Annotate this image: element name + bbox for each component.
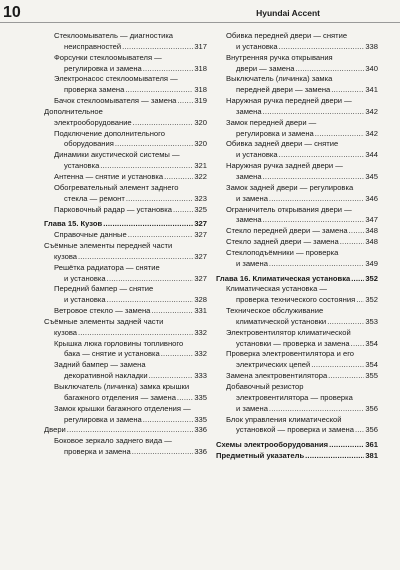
dot-leader: [295, 64, 364, 75]
toc-entry-text: Замок передней двери —: [226, 117, 317, 127]
toc-entry-text: Съёмные элементы задней части: [44, 316, 164, 326]
dot-leader: [327, 317, 364, 328]
toc-entry-text: передней двери — замена: [236, 85, 331, 95]
toc-entry-text: кузова: [54, 251, 77, 261]
dot-leader: [329, 440, 364, 451]
toc-entry: [216, 284, 378, 306]
toc-entry: [44, 205, 207, 216]
toc-page-number: 323: [194, 193, 207, 203]
toc-entry-text: Двери: [44, 425, 66, 435]
toc-entry: [44, 150, 207, 172]
toc-page-number: 344: [365, 150, 378, 160]
toc-entry-text: замена: [236, 171, 262, 181]
dot-leader: [151, 306, 193, 317]
toc-entry-text: и замена: [236, 403, 268, 413]
toc-entry-text: Обивка задней двери — снятие: [226, 139, 339, 149]
dot-leader: [143, 64, 194, 75]
toc-page-number: 356: [365, 403, 378, 413]
toc-page-number: 327: [194, 219, 207, 229]
toc-entry-text: Съёмные элементы передней части: [44, 241, 173, 251]
toc-entry-text: бака — снятие и установка: [64, 349, 160, 359]
toc-section-entry: [44, 317, 207, 339]
toc-entry-text: электрооборудование: [54, 117, 132, 127]
toc-entry: [216, 96, 378, 118]
toc-page-number: 336: [194, 447, 207, 457]
toc-page-number: 348: [365, 237, 378, 247]
page-number: 10: [3, 4, 21, 21]
toc-entry-text: Предметный указатель: [216, 451, 305, 461]
toc-page-number: 325: [194, 204, 207, 214]
toc-entry: [216, 328, 378, 350]
dot-leader: [161, 349, 194, 360]
dot-leader: [126, 194, 193, 205]
toc-entry-text: кузова: [54, 327, 77, 337]
toc-page-number: 318: [194, 63, 207, 73]
toc-page-number: 317: [194, 41, 207, 51]
dot-leader: [78, 328, 193, 339]
toc-chapter-entry: [44, 219, 207, 230]
toc-entry-text: замена: [236, 215, 262, 225]
dot-leader: [107, 295, 194, 306]
toc-entry: [44, 31, 207, 53]
dot-leader: [269, 259, 364, 270]
toc-page-number: 348: [365, 226, 378, 236]
dot-leader: [107, 274, 194, 285]
toc-right-column: [216, 31, 378, 462]
toc-entry-text: Задний бампер — замена: [54, 360, 146, 370]
toc-entry: [216, 248, 378, 270]
toc-entry: [216, 74, 378, 96]
toc-entry: [44, 172, 207, 183]
toc-section-entry: [44, 241, 207, 263]
toc-entry-text: Глава 16. Климатическая установка: [216, 273, 351, 283]
toc-page-number: 320: [194, 139, 207, 149]
toc-entry-text: Боковое зеркало заднего вида —: [54, 436, 172, 446]
toc-entry: [44, 360, 207, 382]
toc-chapter-entry: [216, 440, 378, 451]
toc-page-number: 349: [365, 258, 378, 268]
toc-entry-text: Стекло передней двери — замена: [226, 226, 348, 236]
toc-entry: [216, 183, 378, 205]
toc-entry-text: проверка и замена: [64, 447, 131, 457]
toc-entry: [44, 284, 207, 306]
toc-page-number: 332: [194, 349, 207, 359]
toc-chapter-entry: [216, 274, 378, 285]
toc-entry-text: Замена электровентилятора: [226, 371, 328, 381]
toc-entry: [44, 404, 207, 426]
toc-entry: [216, 118, 378, 140]
toc-entry-text: установка: [64, 161, 100, 171]
header-rule: [0, 22, 400, 23]
toc-entry: [44, 339, 207, 361]
dot-leader: [67, 425, 194, 436]
toc-page-number: 345: [365, 171, 378, 181]
toc-page-number: 336: [194, 425, 207, 435]
toc-page-number: 356: [365, 425, 378, 435]
toc-entry-text: Крышка люка горловины топливного: [54, 338, 184, 348]
toc-entry-text: Решётка радиатора — снятие: [54, 262, 160, 272]
toc-entry-text: декоративной накладки: [64, 371, 148, 381]
toc-entry: [44, 263, 207, 285]
toc-page-number: 340: [365, 63, 378, 73]
dot-leader: [177, 393, 193, 404]
dot-leader: [328, 371, 364, 382]
toc-entry-text: Внутренняя ручка открывания: [226, 52, 333, 62]
toc-entry-text: электрических цепей: [236, 360, 311, 370]
toc-page-number: 321: [194, 161, 207, 171]
toc-chapter-entry: [216, 451, 378, 462]
dot-leader: [340, 237, 365, 248]
toc-entry-text: Дополнительное: [44, 106, 103, 116]
toc-page-number: 342: [365, 106, 378, 116]
toc-entry-text: установки — проверка и замена: [236, 338, 350, 348]
toc-entry-text: двери — замена: [236, 63, 295, 73]
toc-entry-text: Подключение дополнительного: [54, 128, 165, 138]
dot-leader: [263, 215, 365, 226]
toc-page-number: 327: [194, 273, 207, 283]
toc-entry: [44, 436, 207, 458]
toc-entry-text: Стеклоомыватель — диагностика: [54, 31, 174, 40]
toc-entry-text: и установка: [64, 295, 106, 305]
toc-entry-text: багажного отделения — замена: [64, 392, 176, 402]
toc-page-number: 355: [365, 371, 378, 381]
dot-leader: [100, 161, 193, 172]
toc-section-entry: [44, 425, 207, 436]
toc-entry: [44, 382, 207, 404]
toc-entry-text: и установка: [236, 41, 278, 51]
dot-leader: [177, 96, 193, 107]
toc-entry-text: проверка технического состояния: [236, 295, 356, 305]
toc-page-number: 347: [365, 215, 378, 225]
dot-leader: [263, 107, 365, 118]
toc-entry-text: Выключатель (личинка) замка крышки: [54, 382, 190, 391]
toc-left-column: [44, 31, 207, 458]
toc-entry-text: Электровентилятор климатической: [226, 327, 351, 337]
toc-entry-text: Форсунки стеклоомывателя —: [54, 52, 162, 62]
toc-page-number: 338: [365, 41, 378, 51]
dot-leader: [125, 85, 193, 96]
dot-leader: [315, 129, 365, 140]
toc-entry-text: Антенна — снятие и установка: [54, 171, 164, 181]
toc-entry-text: электровентилятора — проверка: [236, 392, 353, 402]
dot-leader: [149, 371, 194, 382]
toc-entry-text: Блок управления климатической: [226, 414, 342, 424]
toc-page-number: 327: [194, 251, 207, 261]
toc-entry-text: Глава 15. Кузов: [44, 219, 103, 229]
toc-entry: [216, 349, 378, 371]
toc-page-number: 335: [194, 414, 207, 424]
dot-leader: [351, 274, 364, 285]
toc-entry-text: Справочные данные: [54, 230, 127, 240]
toc-entry-text: Схемы электрооборудования: [216, 440, 329, 450]
toc-entry-text: регулировка и замена: [64, 63, 142, 73]
toc-page-number: 333: [194, 371, 207, 381]
toc-page-number: 353: [365, 316, 378, 326]
toc-page-number: 341: [365, 85, 378, 95]
toc-entry-text: и замена: [236, 193, 268, 203]
toc-entry: [44, 96, 207, 107]
toc-entry-text: Выключатель (личинка) замка: [226, 74, 333, 84]
toc-page-number: 335: [194, 392, 207, 402]
toc-page-number: 346: [365, 193, 378, 203]
toc-entry: [216, 306, 378, 328]
dot-leader: [164, 172, 193, 183]
book-title: Hyundai Accent: [256, 8, 320, 18]
dot-leader: [331, 85, 364, 96]
toc-entry-text: стекла — ремонт: [64, 193, 125, 203]
toc-entry-text: Климатическая установка —: [226, 284, 327, 294]
toc-entry: [44, 53, 207, 75]
dot-leader: [263, 172, 365, 183]
toc-entry-text: оборудования: [64, 139, 114, 149]
dot-leader: [132, 447, 194, 458]
dot-leader: [279, 150, 365, 161]
toc-entry: [216, 371, 378, 382]
dot-leader: [269, 404, 364, 415]
toc-page-number: 319: [194, 96, 207, 106]
toc-entry-text: климатической установки: [236, 316, 327, 326]
dot-leader: [133, 118, 194, 129]
toc-page-number: 328: [194, 295, 207, 305]
toc-entry-text: Проверка электровентилятора и его: [226, 349, 355, 359]
toc-page-number: 320: [194, 117, 207, 127]
toc-entry: [44, 74, 207, 96]
toc-entry: [216, 415, 378, 437]
toc-page-number: 354: [365, 360, 378, 370]
toc-entry: [216, 237, 378, 248]
toc-entry-text: Бачок стеклоомывателя — замена: [54, 96, 177, 106]
dot-leader: [122, 42, 193, 53]
toc-entry-text: Ограничитель открывания двери —: [226, 204, 352, 214]
toc-entry-text: Наружная ручка передней двери —: [226, 96, 352, 106]
toc-entry-text: и замена: [236, 258, 268, 268]
toc-entry-text: Стекло задней двери — замена: [226, 237, 339, 247]
toc-entry-text: Техническое обслуживание: [226, 306, 324, 316]
toc-entry-text: Стеклоподъёмники — проверка: [226, 247, 339, 257]
toc-entry-text: Электронасос стеклоомывателя —: [54, 74, 178, 84]
toc-entry-text: Наружная ручка задней двери —: [226, 161, 343, 171]
toc-entry: [216, 226, 378, 237]
dot-leader: [356, 295, 364, 306]
toc-page-number: 331: [194, 306, 207, 316]
toc-page-number: 354: [365, 338, 378, 348]
page-header: [0, 0, 400, 26]
dot-leader: [128, 230, 194, 241]
dot-leader: [78, 252, 193, 263]
toc-page-number: 342: [365, 128, 378, 138]
toc-page-number: 322: [194, 171, 207, 181]
toc-entry-text: проверка замена: [64, 85, 125, 95]
toc-page-number: 381: [365, 451, 378, 461]
toc-entry-text: Ветровое стекло — замена: [54, 306, 151, 316]
dot-leader: [103, 219, 193, 230]
toc-entry-text: Динамики акустической системы —: [54, 150, 180, 160]
toc-entry-text: замена: [236, 106, 262, 116]
toc-page-number: 327: [194, 230, 207, 240]
toc-entry: [216, 31, 378, 53]
toc-entry: [44, 129, 207, 151]
dot-leader: [351, 339, 365, 350]
dot-leader: [115, 139, 193, 150]
dot-leader: [279, 42, 365, 53]
toc-entry-text: Замок крышки багажного отделения —: [54, 403, 191, 413]
toc-entry-text: Парковочный радар — установка: [54, 204, 172, 214]
toc-entry-text: регулировка и замена: [64, 414, 142, 424]
toc-entry-text: неисправностей: [64, 41, 122, 51]
toc-section-entry: [44, 107, 207, 129]
toc-page-number: 361: [365, 440, 378, 450]
dot-leader: [349, 226, 365, 237]
dot-leader: [173, 205, 193, 216]
toc-page-number: 332: [194, 327, 207, 337]
toc-entry: [216, 53, 378, 75]
dot-leader: [311, 360, 364, 371]
toc-entry-text: Обогревательный элемент заднего: [54, 182, 179, 192]
toc-entry-text: Замок задней двери — регулировка: [226, 182, 354, 192]
toc-page-number: 352: [365, 273, 378, 283]
toc-entry: [44, 183, 207, 205]
toc-entry-text: установкой — проверка и замена: [236, 425, 354, 435]
toc-entry: [44, 306, 207, 317]
toc-entry: [44, 230, 207, 241]
toc-entry-text: Обивка передней двери — снятие: [226, 31, 348, 40]
toc-entry-text: Добавочный резистор: [226, 382, 304, 391]
toc-page-number: 352: [365, 295, 378, 305]
toc-entry: [216, 139, 378, 161]
dot-leader: [269, 194, 364, 205]
dot-leader: [305, 451, 364, 462]
toc-entry-text: и установка: [64, 273, 106, 283]
toc-entry-text: и установка: [236, 150, 278, 160]
dot-leader: [355, 425, 364, 436]
dot-leader: [143, 415, 194, 426]
toc-entry: [216, 205, 378, 227]
toc-entry: [216, 161, 378, 183]
toc-page-number: 318: [194, 85, 207, 95]
toc-entry-text: регулировка и замена: [236, 128, 314, 138]
toc-entry-text: Передний бампер — снятие: [54, 284, 154, 294]
toc-entry: [216, 382, 378, 415]
